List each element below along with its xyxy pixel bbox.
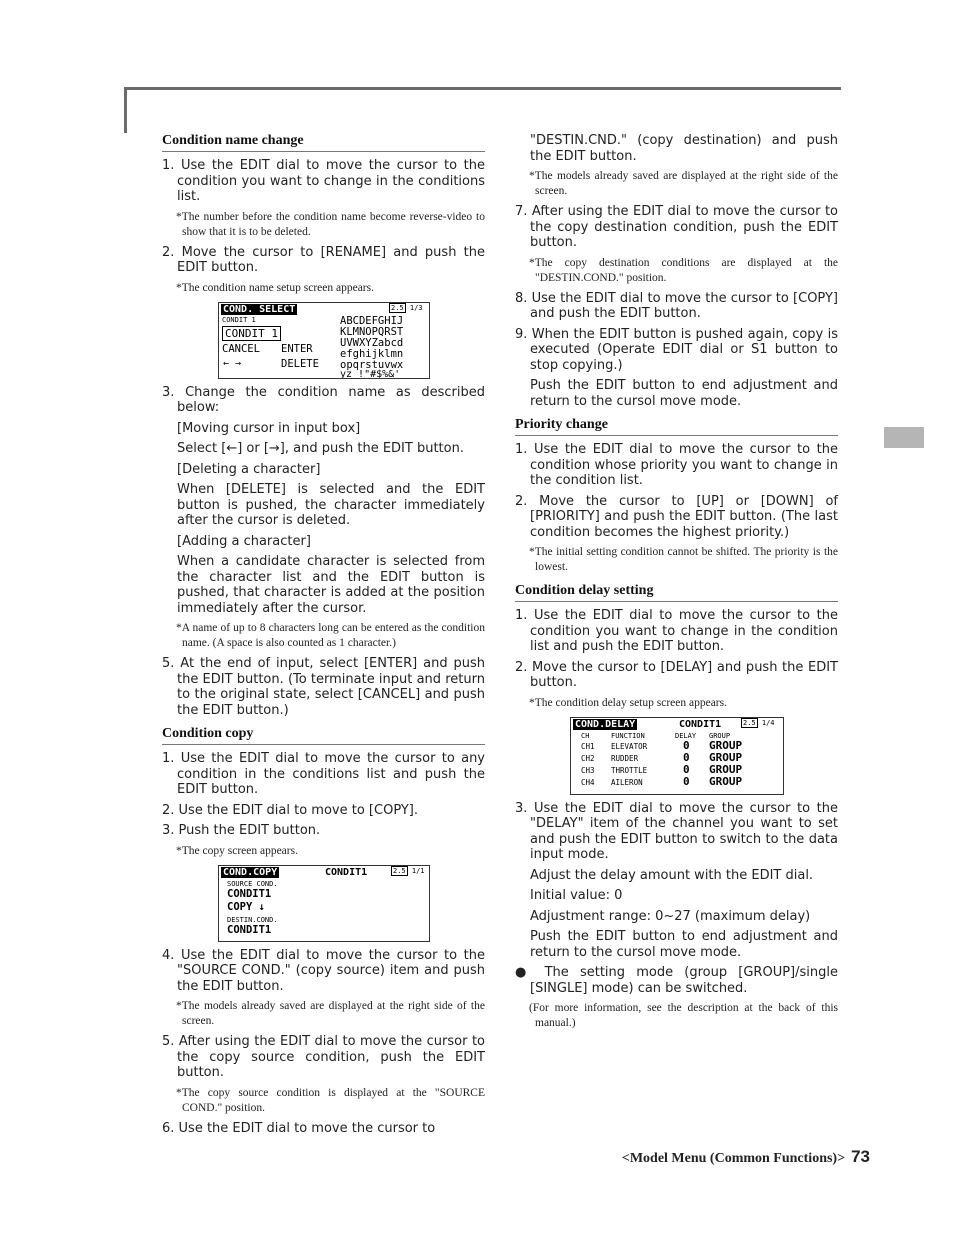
lcd-row-delay: 0 <box>683 774 690 788</box>
step-text: 2. Move the cursor to [RENAME] and push the EDIT button. <box>162 244 485 275</box>
step-text: 1. Use the EDIT dial to move the cursor to the condition you want to change in the conditions list. <box>162 158 485 204</box>
lcd-enter: ENTER <box>281 342 313 355</box>
note-text: *The condition name setup screen appears. <box>176 281 374 294</box>
lcd-row-channel: CH1 <box>581 741 595 751</box>
lcd-column-header: CH <box>581 731 590 740</box>
page-frame-left-rule <box>124 87 127 133</box>
para-text: Adjust the delay amount with the EDIT dial. <box>530 867 814 883</box>
page-footer <box>622 1147 870 1167</box>
lcd-copy-action: COPY ↓ <box>227 900 265 913</box>
para-text: Push the EDIT button to end adjustment and return to the cursol move mode. <box>530 929 838 960</box>
note-text: *The copy source condition is displayed at the "SOURCE COND." position. <box>176 1086 485 1114</box>
lcd-charset-row: UVWXYZabcd <box>340 336 404 349</box>
lcd-row-delay: 0 <box>683 762 690 776</box>
step-text: 3. Use the EDIT dial to move the cursor to the "DELAY" item of the channel you want to set and push the EDIT button to switch to the data input mode. <box>515 800 838 862</box>
para-text: Adjustment range: 0~27 (maximum delay) <box>530 908 811 924</box>
lcd-row-group: GROUP <box>709 750 743 764</box>
lcd-row-delay: 0 <box>683 750 690 764</box>
note-text: *The models already saved are displayed at the right side of the screen. <box>176 1000 485 1027</box>
lcd-destination-value: CONDIT1 <box>227 923 272 936</box>
step-text: 9. When the EDIT button is pushed again, copy is executed (Operate EDIT dial or S1 button to stop copying.) <box>515 326 838 373</box>
lcd-version-badge: 2.5 1/3 <box>391 303 423 312</box>
para-text: [Moving cursor in input box] <box>177 420 361 436</box>
lcd-version-badge: 2.5 1/4 <box>743 718 775 727</box>
lcd-column-header: FUNCTION <box>611 731 645 740</box>
lcd-row-group: GROUP <box>709 738 743 752</box>
lcd-charset-row: opqrstuvwx <box>340 358 404 371</box>
note-text: *The copy destination conditions are displayed at the "DESTIN.COND." position. <box>529 256 838 284</box>
lcd-destination-label: DESTIN.COND. <box>227 915 278 924</box>
note-text: *A name of up to 8 characters long can be entered as the condition name. (A space is also counted as 1 character.) <box>176 622 485 649</box>
page-number: 73 <box>851 1147 870 1166</box>
step-text: 5. After using the EDIT dial to move the cursor to the copy source condition, push the EDIT button. <box>162 1034 485 1080</box>
step-text: 2. Use the EDIT dial to move to [COPY]. <box>162 802 419 818</box>
left-column <box>162 133 485 1141</box>
lcd-condition-name: CONDIT1 <box>325 866 368 878</box>
lcd-title: COND.COPY <box>223 866 278 878</box>
step-text: 1. Use the EDIT dial to move the cursor to the condition you want to change in the condition list and push the EDIT button. <box>515 608 838 654</box>
lcd-version-badge: 2.5 1/1 <box>393 866 425 875</box>
lcd-title: COND.DELAY <box>575 718 636 730</box>
lcd-current-condition: CONDIT 1 <box>222 315 256 324</box>
bullet-text: ● The setting mode (group [GROUP]/single [SINGLE] mode) can be switched. <box>515 965 838 996</box>
lcd-source-value: CONDIT1 <box>227 887 272 900</box>
step-text: 1. Use the EDIT dial to move the cursor to the condition whose priority you want to change in the condition list. <box>515 442 838 488</box>
section-heading-delay: Condition delay setting <box>515 583 838 602</box>
lcd-row-group: GROUP <box>709 762 743 776</box>
note-text: *The number before the condition name become reverse-video to show that it is to be deleted. <box>176 210 485 238</box>
para-text: [Adding a character] <box>177 533 311 549</box>
para-text: Select [←] or [→], and push the EDIT button. <box>177 441 464 456</box>
para-text: When a candidate character is selected from the character list and the EDIT button is pushed, that character is added at the position immediately after the cursor. <box>177 554 485 616</box>
lcd-charset-row: efghijklmn <box>340 347 404 360</box>
para-text: [Deleting a character] <box>177 461 321 477</box>
section-heading-copy: Condition copy <box>162 726 485 745</box>
lcd-row-group: GROUP <box>709 774 743 788</box>
lcd-row-function: ELEVATOR <box>611 741 648 751</box>
step-text: 2. Move the cursor to [UP] or [DOWN] of [PRIORITY] and push the EDIT button. (The last condition becomes the highest priority.) <box>515 493 838 540</box>
step-text: 5. At the end of input, select [ENTER] and push the EDIT button. (To terminate input and return to the original state, select [CANCEL] and push the EDIT button.) <box>162 656 485 718</box>
lcd-charset-row: ABCDEFGHIJ <box>340 314 404 327</box>
lcd-source-label: SOURCE COND. <box>227 879 278 888</box>
section-tab-marker <box>884 427 924 448</box>
lcd-charset-row: yz !"#$%&' <box>340 368 401 379</box>
step-text: 2. Move the cursor to [DELAY] and push the EDIT button. <box>515 659 838 690</box>
lcd-delete: DELETE <box>281 357 319 370</box>
lcd-name-input: CONDIT 1 <box>222 326 281 341</box>
lcd-row-function: THROTTLE <box>611 765 648 775</box>
lcd-row-function: AILERON <box>611 777 643 787</box>
lcd-cond-copy-screen <box>218 865 430 942</box>
lcd-cursor-arrows: ← → <box>223 357 242 369</box>
page-frame-top-rule <box>124 87 841 90</box>
note-text: *The condition delay setup screen appears. <box>529 696 727 709</box>
step-text: 3. Change the condition name as described below: <box>162 384 485 415</box>
step-text: 8. Use the EDIT dial to move the cursor to [COPY] and push the EDIT button. <box>515 290 838 321</box>
lcd-row-function: RUDDER <box>611 753 639 763</box>
para-text: "DESTIN.CND." (copy destination) and push the EDIT button. <box>530 133 838 164</box>
lcd-row-delay: 0 <box>683 738 690 752</box>
step-text: 7. After using the EDIT dial to move the cursor to the copy destination condition, push the EDIT button. <box>515 204 838 250</box>
step-text: 3. Push the EDIT button. <box>162 823 321 838</box>
para-text: Initial value: 0 <box>530 888 623 903</box>
step-text: 6. Use the EDIT dial to move the cursor to <box>162 1120 436 1136</box>
lcd-cancel: CANCEL <box>222 342 260 355</box>
lcd-title: COND. SELECT <box>223 303 296 315</box>
note-text: *The models already saved are displayed at the right side of the screen. <box>529 170 838 197</box>
lcd-cond-select-screen <box>218 302 430 379</box>
step-text: 4. Use the EDIT dial to move the cursor to the "SOURCE COND." (copy source) item and push the EDIT button. <box>162 947 485 994</box>
down-arrow-icon: ↓ <box>258 900 265 913</box>
para-text: When [DELETE] is selected and the EDIT button is pushed, the character immediately after the cursor is deleted. <box>177 482 485 528</box>
lcd-charset-row: KLMNOPQRST <box>340 325 404 338</box>
lcd-cond-delay-screen <box>570 717 784 795</box>
para-text: Push the EDIT button to end adjustment and return to the cursol move mode. <box>530 378 838 409</box>
lcd-row-channel: CH4 <box>581 777 595 787</box>
lcd-column-header: GROUP <box>709 731 731 740</box>
section-heading-priority: Priority change <box>515 417 838 436</box>
lcd-column-header: DELAY <box>675 731 697 740</box>
footer-section-title: <Model Menu (Common Functions)> <box>621 1151 846 1166</box>
lcd-condition-name: CONDIT1 <box>679 718 722 730</box>
note-text: *The copy screen appears. <box>176 844 298 857</box>
note-text: (For more information, see the description at the back of this manual.) <box>529 1002 838 1029</box>
note-text: *The initial setting condition cannot be shifted. The priority is the lowest. <box>529 546 838 573</box>
step-text: 1. Use the EDIT dial to move the cursor to any condition in the conditions list and push the EDIT button. <box>162 751 485 797</box>
lcd-row-channel: CH3 <box>581 765 595 775</box>
lcd-row-channel: CH2 <box>581 753 595 763</box>
section-heading-name-change: Condition name change <box>162 133 485 152</box>
right-column <box>515 133 838 1036</box>
